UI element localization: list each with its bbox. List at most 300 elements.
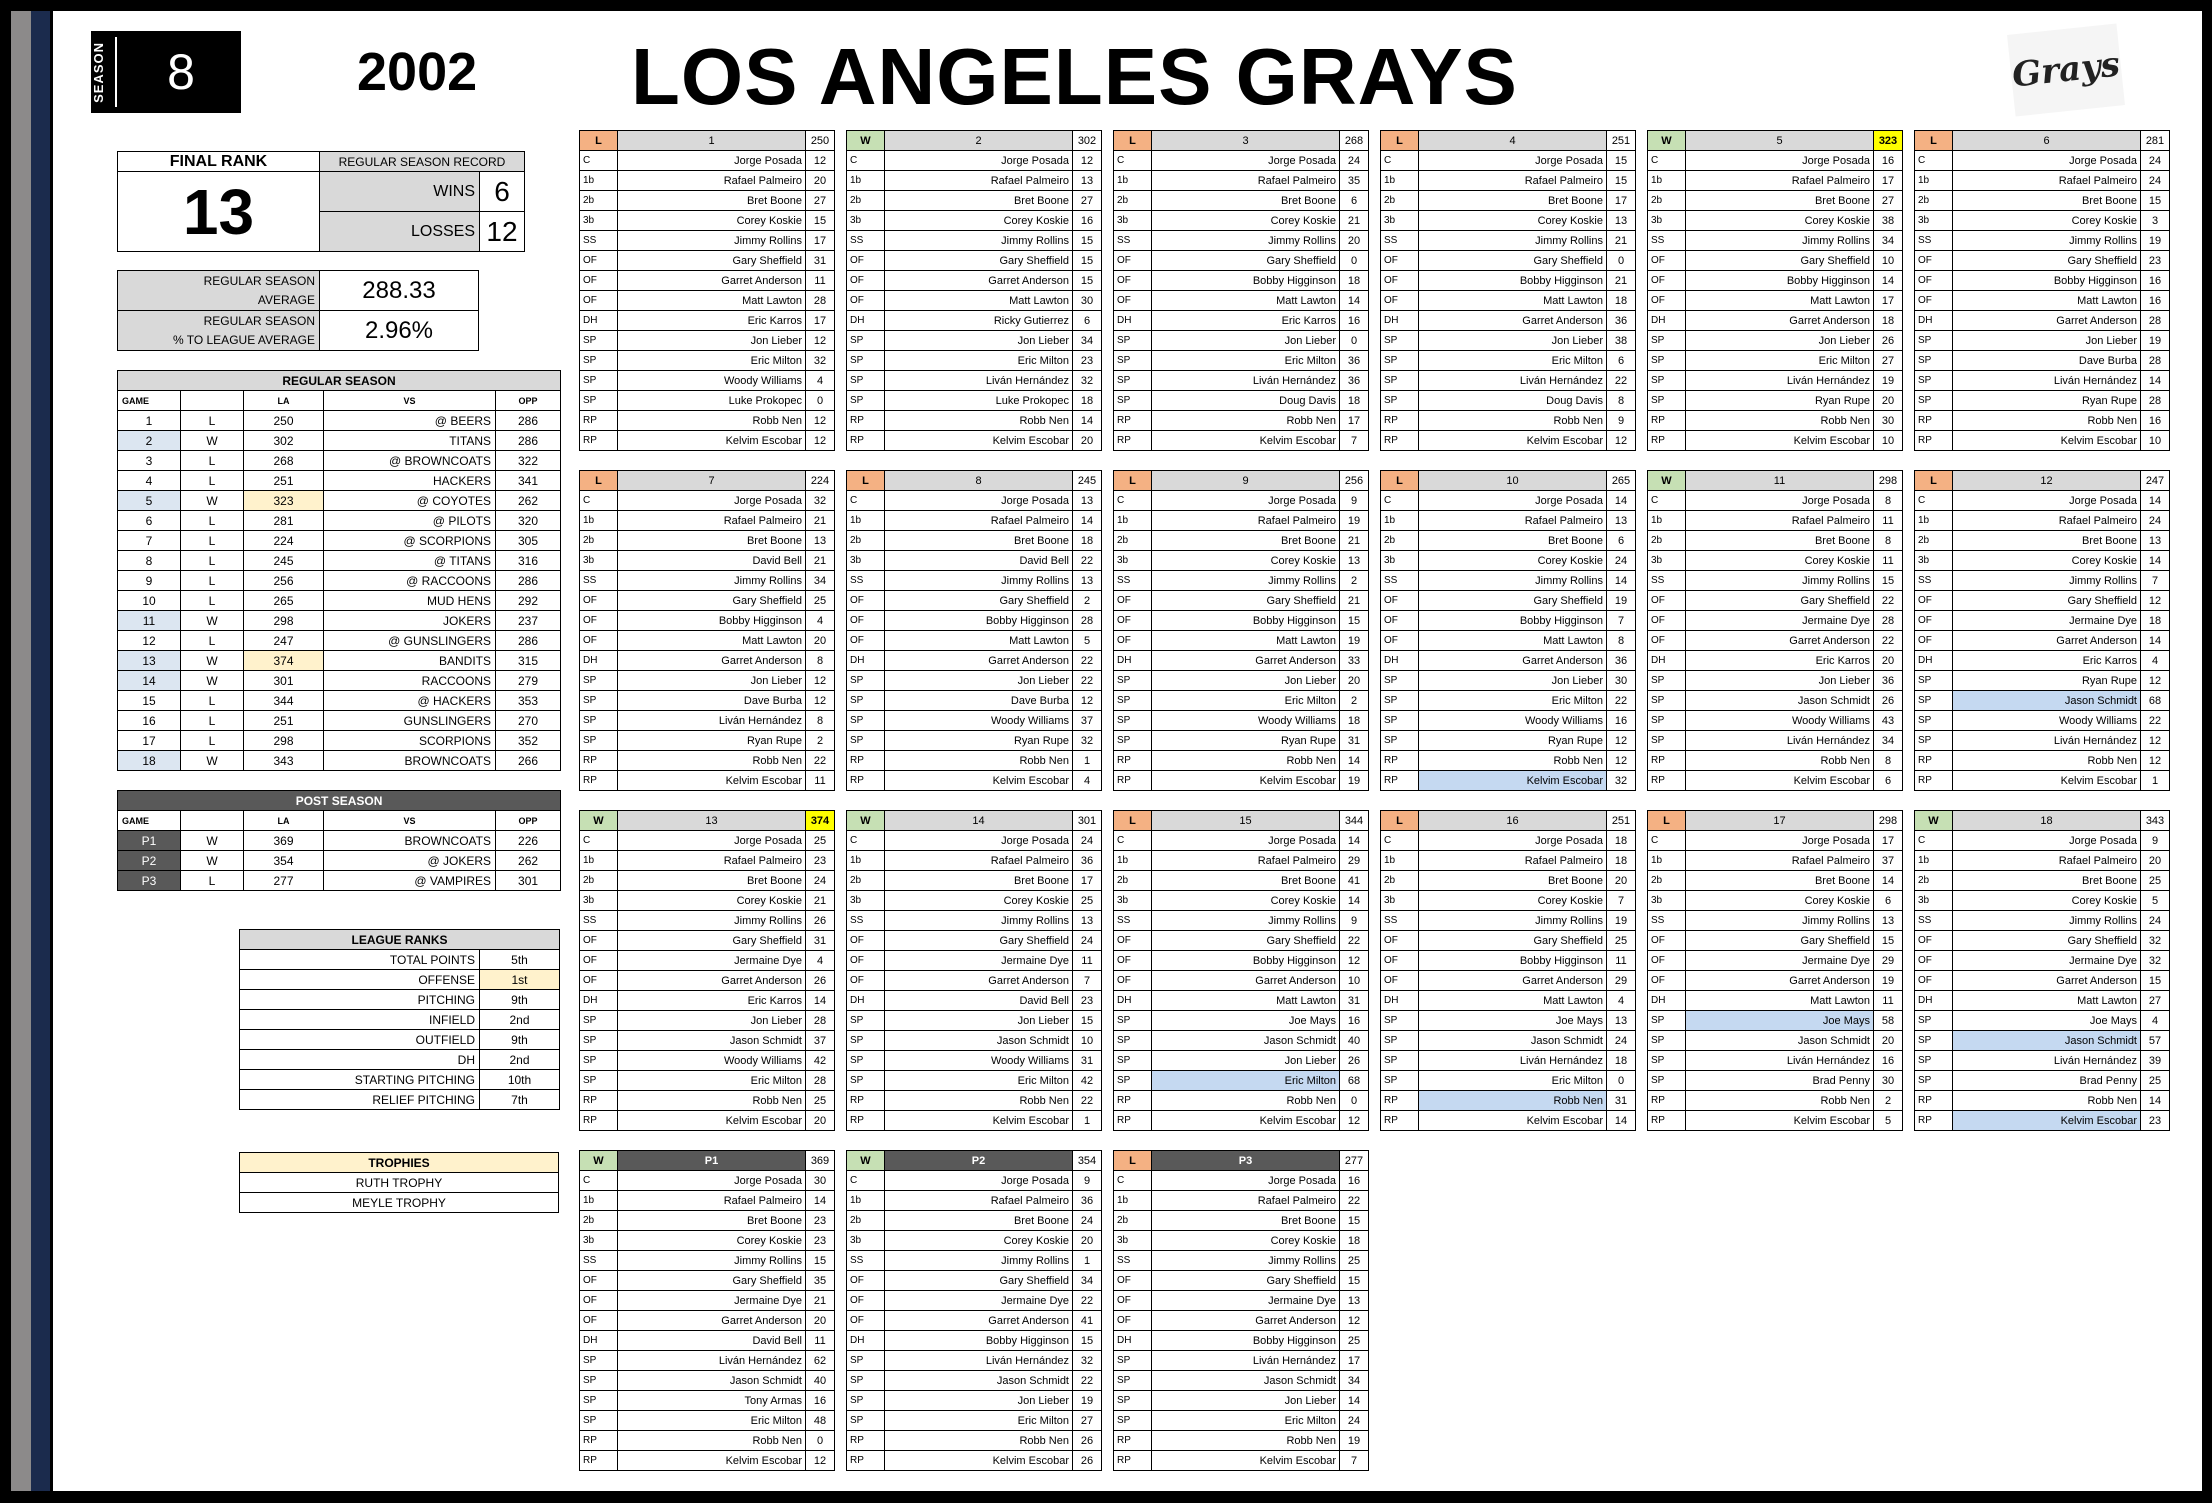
- player-name: Woody Williams: [1152, 711, 1340, 731]
- player-score: 12: [1073, 151, 1102, 171]
- game-result: L: [181, 411, 244, 431]
- player-position: 1b: [1648, 171, 1686, 191]
- opponent: HACKERS: [324, 471, 496, 491]
- player-score: 15: [806, 1251, 835, 1271]
- game-number: 15: [118, 691, 181, 711]
- player-score: 14: [1874, 871, 1903, 891]
- player-score: 21: [1607, 231, 1636, 251]
- game-card-16: [1380, 810, 1636, 1131]
- player-score: 11: [1874, 511, 1903, 531]
- player-row: [847, 591, 1102, 611]
- game-result-badge: W: [847, 131, 885, 151]
- player-position: RP: [580, 1431, 618, 1451]
- player-row: [1114, 631, 1369, 651]
- player-position: RP: [1114, 751, 1152, 771]
- player-name: Bobby Higginson: [1152, 611, 1340, 631]
- game-card-9: [1113, 470, 1369, 791]
- player-position: SP: [1915, 371, 1953, 391]
- game-number: 1: [118, 411, 181, 431]
- player-position: 2b: [1915, 531, 1953, 551]
- player-score: 3: [2141, 211, 2170, 231]
- player-name: Gary Sheffield: [1152, 931, 1340, 951]
- player-position: SS: [1648, 571, 1686, 591]
- player-row: [1114, 871, 1369, 891]
- col-header: VS: [324, 391, 496, 411]
- player-score: 0: [1340, 1091, 1369, 1111]
- player-row: [1381, 671, 1636, 691]
- player-score: 20: [806, 1111, 835, 1131]
- player-score: 9: [2141, 831, 2170, 851]
- schedule-row: [118, 551, 561, 571]
- pct-label: REGULAR SEASON % TO LEAGUE AVERAGE: [118, 311, 320, 351]
- player-row: [1381, 1091, 1636, 1111]
- regular-season-title: REGULAR SEASON: [118, 371, 561, 391]
- player-score: 12: [2141, 671, 2170, 691]
- player-score: 16: [2141, 271, 2170, 291]
- player-position: SP: [1381, 1071, 1419, 1091]
- rank-category: PITCHING: [240, 990, 480, 1010]
- player-position: C: [1648, 491, 1686, 511]
- player-name: Robb Nen: [1419, 1091, 1607, 1111]
- player-position: OF: [1915, 931, 1953, 951]
- player-name: Jermaine Dye: [885, 951, 1073, 971]
- player-name: Bobby Higginson: [1686, 271, 1874, 291]
- player-position: 3b: [1114, 211, 1152, 231]
- game-result: L: [181, 631, 244, 651]
- player-position: OF: [1648, 291, 1686, 311]
- player-position: DH: [580, 311, 618, 331]
- player-score: 27: [806, 191, 835, 211]
- player-position: 1b: [847, 171, 885, 191]
- player-score: 19: [1340, 771, 1369, 791]
- game-result-badge: L: [847, 471, 885, 491]
- player-position: C: [1114, 1171, 1152, 1191]
- player-position: SP: [1915, 711, 1953, 731]
- player-score: 23: [2141, 1111, 2170, 1131]
- player-name: Rafael Palmeiro: [885, 851, 1073, 871]
- player-score: 1: [1073, 1111, 1102, 1131]
- player-row: [847, 1451, 1102, 1471]
- game-result-badge: W: [580, 1151, 618, 1171]
- player-position: C: [1114, 831, 1152, 851]
- player-row: [1648, 591, 1903, 611]
- player-row: [847, 1371, 1102, 1391]
- player-row: [580, 171, 835, 191]
- rank-row: [240, 1010, 560, 1030]
- player-name: Jorge Posada: [1686, 491, 1874, 511]
- player-row: [1915, 511, 2170, 531]
- player-row: [580, 591, 835, 611]
- player-name: Gary Sheffield: [1152, 251, 1340, 271]
- player-row: [1381, 391, 1636, 411]
- player-name: Gary Sheffield: [885, 931, 1073, 951]
- player-score: 14: [2141, 491, 2170, 511]
- player-score: 9: [1340, 911, 1369, 931]
- rank-value: 9th: [480, 1030, 560, 1050]
- player-row: [847, 211, 1102, 231]
- player-score: 18: [1340, 711, 1369, 731]
- rank-value: 1st: [480, 970, 560, 990]
- opponent: SCORPIONS: [324, 731, 496, 751]
- player-score: 36: [1340, 351, 1369, 371]
- schedule-row: [118, 671, 561, 691]
- player-score: 19: [1073, 1391, 1102, 1411]
- player-position: 2b: [1381, 191, 1419, 211]
- player-position: SP: [847, 731, 885, 751]
- player-position: DH: [1381, 651, 1419, 671]
- player-score: 18: [1607, 1051, 1636, 1071]
- player-position: RP: [1381, 751, 1419, 771]
- player-position: 2b: [580, 871, 618, 891]
- player-row: [1114, 931, 1369, 951]
- player-row: [847, 971, 1102, 991]
- player-name: Jorge Posada: [885, 831, 1073, 851]
- player-row: [1381, 771, 1636, 791]
- player-row: [847, 351, 1102, 371]
- player-row: [580, 1051, 835, 1071]
- player-score: 25: [2141, 871, 2170, 891]
- player-position: 2b: [580, 191, 618, 211]
- game-card-header: [1648, 131, 1903, 151]
- game-result-badge: W: [1648, 131, 1686, 151]
- player-row: [847, 1031, 1102, 1051]
- player-name: Robb Nen: [885, 1091, 1073, 1111]
- player-score: 68: [1340, 1071, 1369, 1091]
- player-score: 4: [1073, 771, 1102, 791]
- regular-season-header-row: [118, 391, 561, 411]
- player-name: Woody Williams: [1953, 711, 2141, 731]
- player-position: RP: [1114, 411, 1152, 431]
- player-row: [1648, 631, 1903, 651]
- player-name: Garret Anderson: [1953, 971, 2141, 991]
- player-row: [1381, 611, 1636, 631]
- player-row: [1381, 991, 1636, 1011]
- player-name: Matt Lawton: [1419, 291, 1607, 311]
- opponent-score: 322: [496, 451, 561, 471]
- player-row: [1114, 1371, 1369, 1391]
- player-position: DH: [847, 991, 885, 1011]
- player-row: [1915, 831, 2170, 851]
- opponent: BROWNCOATS: [324, 831, 496, 851]
- player-score: 7: [1607, 611, 1636, 631]
- player-name: Corey Koskie: [1152, 211, 1340, 231]
- game-number: 8: [118, 551, 181, 571]
- player-score: 23: [1073, 351, 1102, 371]
- player-position: OF: [580, 591, 618, 611]
- player-row: [580, 551, 835, 571]
- post-season-table: [117, 790, 561, 891]
- player-row: [847, 831, 1102, 851]
- player-position: SP: [847, 711, 885, 731]
- player-name: Jon Lieber: [1686, 331, 1874, 351]
- player-score: 12: [806, 431, 835, 451]
- player-score: 28: [1073, 611, 1102, 631]
- player-row: [1381, 191, 1636, 211]
- player-name: Corey Koskie: [1953, 891, 2141, 911]
- player-score: 24: [806, 871, 835, 891]
- col-header: GAME: [118, 811, 181, 831]
- player-score: 19: [2141, 331, 2170, 351]
- player-name: Kelvim Escobar: [618, 1111, 806, 1131]
- team-score: 302: [244, 431, 324, 451]
- player-name: Robb Nen: [885, 411, 1073, 431]
- player-score: 48: [806, 1411, 835, 1431]
- player-score: 23: [806, 1211, 835, 1231]
- opponent: @ BEERS: [324, 411, 496, 431]
- player-row: [1381, 431, 1636, 451]
- player-row: [580, 1191, 835, 1211]
- player-row: [1381, 951, 1636, 971]
- player-name: Bret Boone: [885, 1211, 1073, 1231]
- rank-value: 7th: [480, 1090, 560, 1110]
- player-row: [847, 251, 1102, 271]
- player-score: 24: [1340, 151, 1369, 171]
- player-row: [1381, 691, 1636, 711]
- game-total: 245: [1073, 471, 1102, 491]
- team-score: 245: [244, 551, 324, 571]
- team-score: 369: [244, 831, 324, 851]
- team-score: 323: [244, 491, 324, 511]
- player-position: OF: [1114, 591, 1152, 611]
- player-name: Kelvim Escobar: [1686, 431, 1874, 451]
- player-name: Matt Lawton: [1152, 291, 1340, 311]
- rank-category: OFFENSE: [240, 970, 480, 990]
- player-row: [580, 351, 835, 371]
- player-row: [580, 1031, 835, 1051]
- game-card-header: [1114, 471, 1369, 491]
- game-total: 247: [2141, 471, 2170, 491]
- player-position: SP: [580, 391, 618, 411]
- regular-season-table: [117, 370, 561, 771]
- player-score: 14: [806, 991, 835, 1011]
- player-name: Liván Hernández: [1953, 731, 2141, 751]
- player-score: 12: [1607, 751, 1636, 771]
- player-name: Bret Boone: [1419, 871, 1607, 891]
- player-row: [1114, 171, 1369, 191]
- player-position: SP: [847, 331, 885, 351]
- game-number: 9: [1152, 471, 1340, 491]
- player-row: [1648, 1071, 1903, 1091]
- player-name: Jorge Posada: [1953, 151, 2141, 171]
- player-position: SS: [1648, 231, 1686, 251]
- player-row: [847, 1391, 1102, 1411]
- player-row: [580, 531, 835, 551]
- player-position: RP: [1648, 411, 1686, 431]
- player-row: [580, 1451, 835, 1471]
- player-name: Eric Karros: [618, 311, 806, 331]
- player-name: Eric Karros: [618, 991, 806, 1011]
- player-score: 13: [1073, 571, 1102, 591]
- player-position: SP: [1114, 1051, 1152, 1071]
- game-result-badge: W: [847, 811, 885, 831]
- player-score: 29: [1340, 851, 1369, 871]
- player-name: Jimmy Rollins: [1152, 1251, 1340, 1271]
- team-score: 354: [244, 851, 324, 871]
- player-name: Garret Anderson: [1686, 971, 1874, 991]
- player-name: Jorge Posada: [1686, 831, 1874, 851]
- player-name: Jorge Posada: [1686, 151, 1874, 171]
- player-name: Jermaine Dye: [1953, 611, 2141, 631]
- schedule-row: [118, 471, 561, 491]
- player-name: Robb Nen: [1686, 751, 1874, 771]
- player-row: [1915, 931, 2170, 951]
- player-name: Bret Boone: [1686, 191, 1874, 211]
- player-name: Ryan Rupe: [885, 731, 1073, 751]
- player-name: Jorge Posada: [885, 491, 1073, 511]
- game-result: L: [181, 551, 244, 571]
- player-row: [1915, 751, 2170, 771]
- player-row: [580, 191, 835, 211]
- game-number: 13: [618, 811, 806, 831]
- player-row: [1114, 911, 1369, 931]
- player-name: Rafael Palmeiro: [1419, 851, 1607, 871]
- player-row: [847, 571, 1102, 591]
- player-name: Rafael Palmeiro: [885, 171, 1073, 191]
- player-row: [1114, 151, 1369, 171]
- player-row: [1114, 691, 1369, 711]
- player-score: 24: [1073, 831, 1102, 851]
- player-position: SS: [847, 911, 885, 931]
- game-result-badge: L: [1381, 131, 1419, 151]
- player-row: [1381, 871, 1636, 891]
- player-row: [1648, 911, 1903, 931]
- player-row: [580, 671, 835, 691]
- player-score: 22: [1607, 691, 1636, 711]
- player-score: 41: [1073, 1311, 1102, 1331]
- player-name: Joe Mays: [1152, 1011, 1340, 1031]
- player-name: Rafael Palmeiro: [618, 171, 806, 191]
- player-row: [1114, 311, 1369, 331]
- player-position: SP: [1114, 1411, 1152, 1431]
- player-row: [580, 511, 835, 531]
- player-score: 24: [2141, 911, 2170, 931]
- player-score: 20: [806, 631, 835, 651]
- player-position: 1b: [1648, 851, 1686, 871]
- player-row: [580, 1171, 835, 1191]
- trophies-title: TROPHIES: [240, 1153, 559, 1173]
- opponent: GUNSLINGERS: [324, 711, 496, 731]
- player-score: 11: [1607, 951, 1636, 971]
- player-row: [1915, 891, 2170, 911]
- game-card-header: [847, 131, 1102, 151]
- player-position: SP: [1381, 1011, 1419, 1031]
- player-position: OF: [847, 291, 885, 311]
- player-row: [1648, 191, 1903, 211]
- opponent-score: 286: [496, 431, 561, 451]
- player-position: SP: [1114, 671, 1152, 691]
- player-score: 26: [1073, 1431, 1102, 1451]
- player-name: Joe Mays: [1953, 1011, 2141, 1031]
- player-score: 28: [2141, 391, 2170, 411]
- player-name: Robb Nen: [1152, 411, 1340, 431]
- player-position: SP: [580, 1391, 618, 1411]
- player-row: [1114, 391, 1369, 411]
- player-position: 2b: [847, 871, 885, 891]
- player-position: 2b: [1381, 531, 1419, 551]
- player-name: Robb Nen: [618, 1091, 806, 1111]
- player-row: [1648, 351, 1903, 371]
- player-row: [1381, 231, 1636, 251]
- player-name: Corey Koskie: [618, 891, 806, 911]
- player-row: [580, 371, 835, 391]
- schedule-row: [118, 871, 561, 891]
- player-row: [580, 1411, 835, 1431]
- rank-value: 2nd: [480, 1010, 560, 1030]
- player-score: 19: [1874, 371, 1903, 391]
- player-name: Liván Hernández: [1953, 371, 2141, 391]
- player-row: [1648, 571, 1903, 591]
- player-score: 25: [806, 1091, 835, 1111]
- player-score: 15: [1073, 251, 1102, 271]
- player-row: [1114, 1431, 1369, 1451]
- player-name: Corey Koskie: [1953, 211, 2141, 231]
- player-position: SP: [847, 371, 885, 391]
- player-row: [1381, 251, 1636, 271]
- game-card-15: [1113, 810, 1369, 1131]
- player-position: RP: [847, 751, 885, 771]
- player-name: David Bell: [618, 1331, 806, 1351]
- player-score: 31: [1340, 991, 1369, 1011]
- player-name: Ryan Rupe: [618, 731, 806, 751]
- player-row: [580, 291, 835, 311]
- player-score: 8: [806, 651, 835, 671]
- player-score: 13: [2141, 531, 2170, 551]
- player-position: SP: [1648, 1031, 1686, 1051]
- player-row: [1915, 611, 2170, 631]
- player-score: 24: [1340, 1411, 1369, 1431]
- player-name: Gary Sheffield: [1686, 591, 1874, 611]
- player-row: [580, 1091, 835, 1111]
- player-position: DH: [1915, 651, 1953, 671]
- player-score: 11: [806, 1331, 835, 1351]
- player-row: [1114, 431, 1369, 451]
- player-position: SP: [1915, 391, 1953, 411]
- game-total: 265: [1607, 471, 1636, 491]
- player-name: Corey Koskie: [885, 211, 1073, 231]
- player-name: Jon Lieber: [1152, 331, 1340, 351]
- player-position: OF: [1381, 931, 1419, 951]
- player-row: [580, 951, 835, 971]
- player-row: [847, 871, 1102, 891]
- player-position: RP: [580, 771, 618, 791]
- player-name: Rafael Palmeiro: [885, 1191, 1073, 1211]
- game-number: 15: [1152, 811, 1340, 831]
- player-score: 14: [1340, 291, 1369, 311]
- player-score: 23: [1073, 991, 1102, 1011]
- game-card-10: [1380, 470, 1636, 791]
- player-row: [1915, 851, 2170, 871]
- player-score: 12: [2141, 731, 2170, 751]
- player-position: OF: [1114, 1291, 1152, 1311]
- player-score: 24: [1073, 931, 1102, 951]
- game-card-P2: [846, 1150, 1102, 1471]
- player-score: 2: [806, 731, 835, 751]
- player-score: 31: [806, 251, 835, 271]
- player-name: Jason Schmidt: [618, 1371, 806, 1391]
- schedule-row: [118, 591, 561, 611]
- player-row: [580, 971, 835, 991]
- player-score: 29: [1874, 951, 1903, 971]
- game-number: 3: [118, 451, 181, 471]
- player-name: Ryan Rupe: [1686, 391, 1874, 411]
- player-row: [1114, 411, 1369, 431]
- player-position: OF: [847, 271, 885, 291]
- player-name: Jermaine Dye: [1953, 951, 2141, 971]
- game-card-header: [847, 811, 1102, 831]
- player-position: SP: [847, 1071, 885, 1091]
- player-score: 34: [1340, 1371, 1369, 1391]
- player-row: [1114, 531, 1369, 551]
